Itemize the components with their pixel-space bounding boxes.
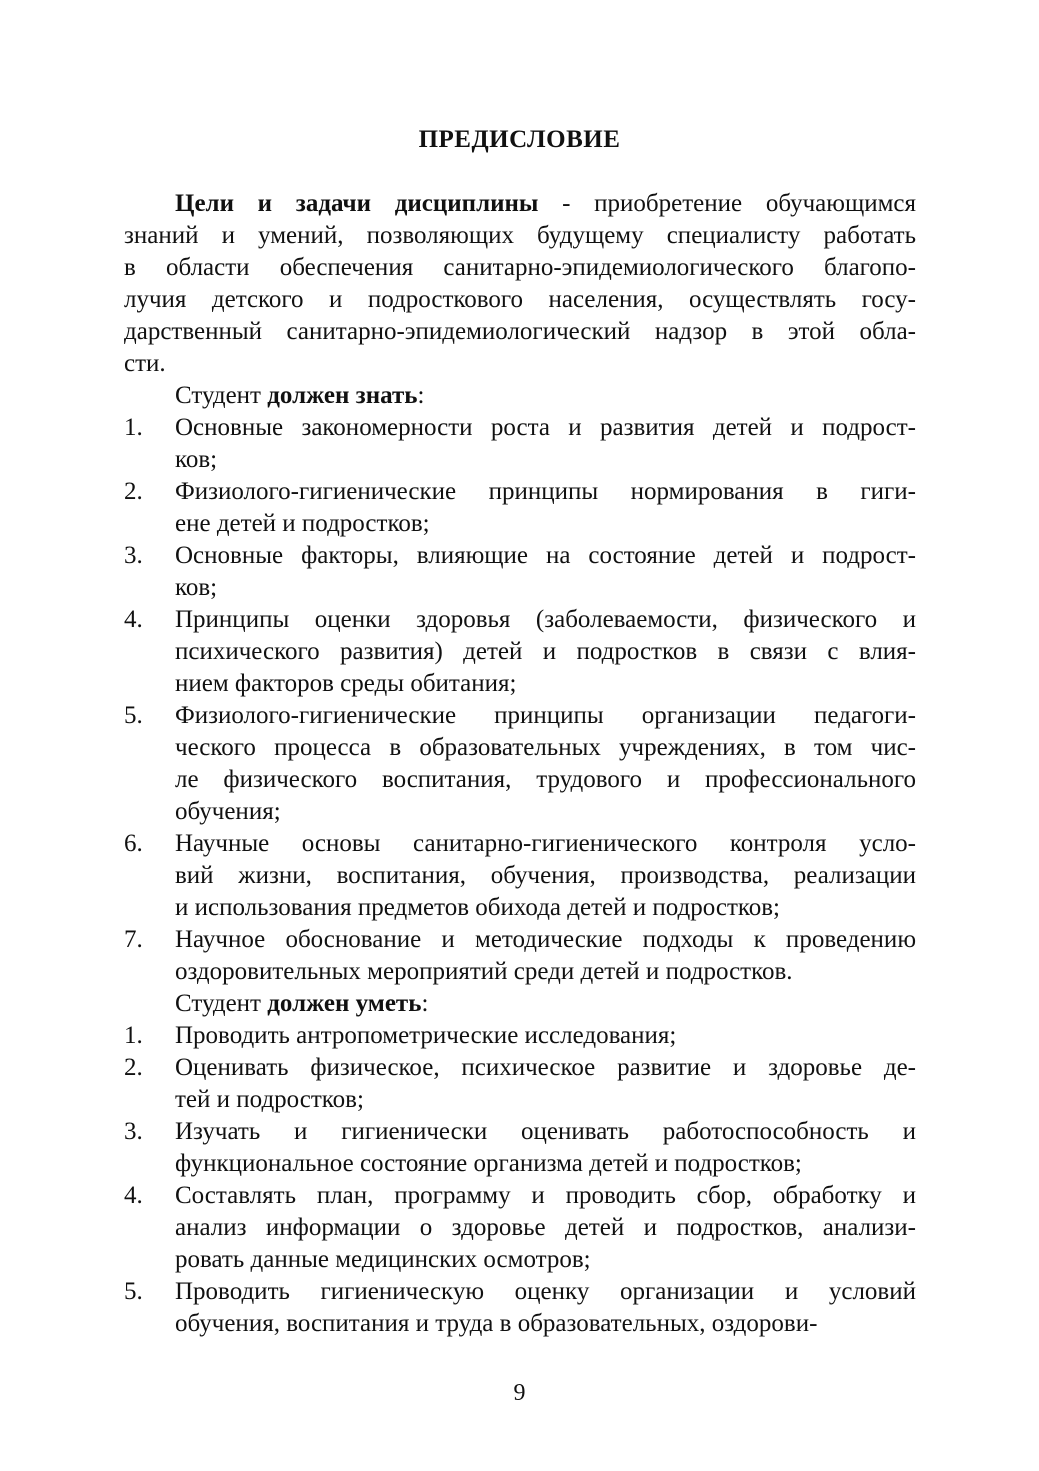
intro-line-rest: - приобретение обучающимся (538, 190, 916, 217)
list-item-text: обучения, воспитания и труда в образовательных, оздорови- (175, 1310, 818, 1337)
list-item-text: Основные закономерности роста и развития детей и подрост- (175, 414, 916, 441)
list-item-text: вий жизни, воспитания, обучения, производства, реализации (175, 862, 916, 889)
list-item-line (124, 1180, 916, 1212)
list-item-line (124, 892, 916, 924)
list-item-line (124, 860, 916, 892)
list-item-line (124, 572, 916, 604)
list-item-text: ене детей и подростков; (175, 510, 430, 537)
list-item-line (124, 1116, 916, 1148)
intro-line: знаний и умений, позволяющих будущему специалисту работать (124, 222, 916, 249)
list-item-line (124, 1148, 916, 1180)
intro-line: дарственный санитарно-эпидемиологический надзор в этой обла- (124, 318, 916, 345)
list-item-number: 2. (124, 1054, 143, 1081)
list-item-line (124, 1052, 916, 1084)
list-item-text: ков; (175, 574, 218, 601)
list-item-number: 3. (124, 542, 143, 569)
list-item-number: 5. (124, 702, 143, 729)
list-item-line (124, 1276, 916, 1308)
list-item-number: 5. (124, 1278, 143, 1305)
list-item-line (124, 1212, 916, 1244)
page-title: ПРЕДИСЛОВИЕ (418, 126, 621, 153)
list-item-line (124, 636, 916, 668)
list-item-line (124, 508, 916, 540)
list-item-text: Проводить гигиеническую оценку организации и условий (175, 1278, 916, 1305)
list-item-text: ровать данные медицинских осмотров; (175, 1246, 591, 1273)
know-prefix: Студент (175, 382, 268, 409)
able-list (124, 1020, 916, 1340)
list-item-text: Оценивать физическое, психическое развитие и здоровье де- (175, 1054, 916, 1081)
intro-line (124, 188, 916, 220)
list-item-text: нием факторов среды обитания; (175, 670, 517, 697)
list-item-line (124, 604, 916, 636)
page-number: 9 (513, 1380, 526, 1406)
list-item-text: анализ информации о здоровье детей и подростков, анализи- (175, 1214, 916, 1241)
list-item-text: Проводить антропометрические исследования; (175, 1022, 677, 1049)
list-item-line (124, 1084, 916, 1116)
list-item-line (124, 1244, 916, 1276)
list-item-line (124, 540, 916, 572)
intro-bold-lead: Цели и задачи дисциплины (175, 190, 539, 217)
list-item-text: Составлять план, программу и проводить сбор, обработку и (175, 1182, 916, 1209)
list-item-text: Научные основы санитарно-гигиенического контроля усло- (175, 830, 916, 857)
list-item-number: 7. (124, 926, 143, 953)
list-item-text: обучения; (175, 798, 281, 825)
list-item-text: Принципы оценки здоровья (заболеваемости, физического и (175, 606, 916, 633)
list-item-text: психического развития) детей и подростков в связи с влия- (175, 638, 916, 665)
list-item-line (124, 732, 916, 764)
know-bold: должен знать (267, 382, 418, 409)
able-prefix: Студент (175, 990, 268, 1017)
list-item-line (124, 828, 916, 860)
list-item-text: ческого процесса в образовательных учреждениях, в том чис- (175, 734, 916, 761)
intro-line: в области обеспечения санитарно-эпидемиологического благопо- (124, 254, 916, 281)
list-item-number: 4. (124, 606, 143, 633)
list-item-text: функциональное состояние организма детей и подростков; (175, 1150, 802, 1177)
list-item-line (124, 924, 916, 956)
able-bold: должен уметь (267, 990, 422, 1017)
list-item-text: Физиолого-гигиенические принципы организации педагоги- (175, 702, 916, 729)
list-item-number: 3. (124, 1118, 143, 1145)
list-item-line (124, 1308, 916, 1340)
list-item-text: Изучать и гигиенически оценивать работоспособность и (175, 1118, 916, 1145)
list-item-line (124, 476, 916, 508)
list-item-text: ле физического воспитания, трудового и профессионального (175, 766, 916, 793)
list-item-text: Научное обоснование и методические подходы к проведению (175, 926, 916, 953)
list-item-number: 4. (124, 1182, 143, 1209)
list-item-text: и использования предметов обихода детей и подростков; (175, 894, 781, 921)
list-item-line (124, 412, 916, 444)
list-item-line (124, 700, 916, 732)
list-item-number: 2. (124, 478, 143, 505)
able-suffix: : (421, 990, 429, 1017)
know-suffix: : (417, 382, 425, 409)
list-item-text: оздоровительных мероприятий среди детей и подростков. (175, 958, 793, 985)
know-heading (124, 380, 916, 412)
list-item-number: 6. (124, 830, 143, 857)
know-list (124, 412, 916, 988)
list-item-text: ков; (175, 446, 218, 473)
list-item-line (124, 956, 916, 988)
list-item-text: тей и подростков; (175, 1086, 364, 1113)
able-heading (124, 988, 916, 1020)
list-item-text: Физиолого-гигиенические принципы нормирования в гиги- (175, 478, 916, 505)
intro-line: сти. (124, 350, 166, 377)
list-item-text: Основные факторы, влияющие на состояние детей и подрост- (175, 542, 916, 569)
intro-line: лучия детского и подросткового населения, осуществлять госу- (124, 286, 916, 313)
list-item-line (124, 444, 916, 476)
list-item-number: 1. (124, 414, 143, 441)
list-item-line (124, 796, 916, 828)
list-item-line (124, 764, 916, 796)
list-item-line (124, 1020, 916, 1052)
preface-body (124, 188, 916, 1340)
list-item-line (124, 668, 916, 700)
list-item-number: 1. (124, 1022, 143, 1049)
